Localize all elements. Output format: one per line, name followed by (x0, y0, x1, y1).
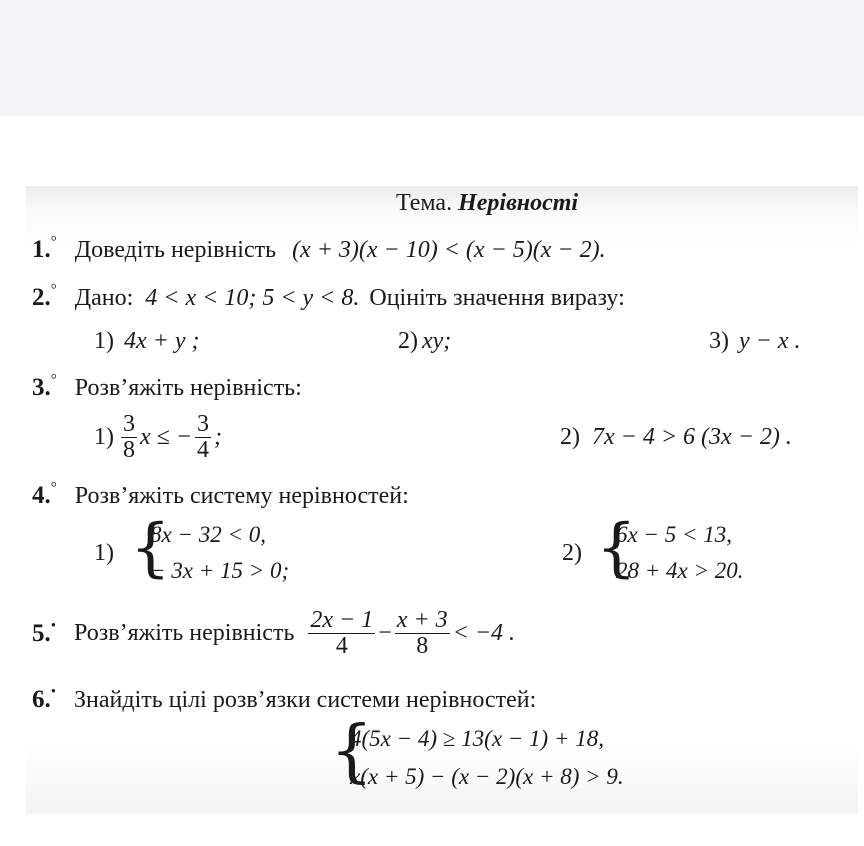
task-number: 3.° (32, 372, 57, 402)
task-1 (32, 236, 606, 264)
numerator: 2x − 1 (310, 607, 374, 633)
system-line-2: − 3x + 15 > 0; (150, 558, 290, 583)
denominator: 8 (416, 633, 429, 660)
system-line-1: 4(5x − 4) ≥ 13(x − 1) + 18, (350, 726, 604, 751)
fraction-2 (395, 608, 450, 659)
item-label: 2) (398, 328, 418, 354)
item-tail: < −4 . (452, 620, 516, 647)
fraction-1 (308, 608, 375, 659)
title-subject: Нерівності (458, 190, 579, 216)
denominator: 4 (335, 633, 348, 660)
task-number: 6.• (32, 684, 57, 714)
item-expression: 4x + y ; (124, 328, 200, 354)
task-text: Розв’яжіть нерівність (74, 620, 295, 647)
task-text-2: Оцініть значення виразу: (369, 285, 625, 312)
minus-sign: − (378, 620, 392, 647)
item-label: 3) (709, 328, 729, 354)
item-label: 1) (94, 328, 114, 354)
item-expression: 7x − 4 > 6 (3x − 2) . (592, 424, 792, 450)
item-expression: x ≤ − (140, 424, 193, 451)
t3-item-1 (94, 412, 222, 463)
system-brace: { (130, 511, 171, 585)
system-line-1: 8x − 32 < 0, (150, 522, 266, 547)
task-expression: (x + 3)(x − 10) < (x − 5)(x − 2). (292, 237, 606, 264)
numerator: 3 (197, 411, 210, 437)
worksheet (26, 186, 858, 814)
denominator: 8 (123, 437, 135, 464)
item-expression: xy; (422, 328, 452, 354)
task-text: Доведіть нерівність (74, 237, 277, 264)
item-label: 1) (94, 540, 114, 566)
item-label: 2) (562, 540, 582, 566)
task-text: Розв’яжіть нерівність: (74, 375, 302, 402)
t3-item-2 (560, 424, 792, 451)
numerator: x + 3 (396, 607, 448, 633)
item-tail: ; (214, 424, 223, 451)
t2-item-3 (709, 328, 801, 355)
denominator: 4 (197, 437, 210, 464)
task-3 (32, 374, 302, 402)
t2-item-1 (94, 328, 200, 355)
task-5 (32, 608, 515, 659)
system-brace: { (596, 511, 637, 585)
task-2 (32, 284, 625, 312)
system-brace: { (330, 712, 374, 791)
task-number: 2.° (32, 282, 57, 312)
task-4 (32, 482, 409, 510)
fraction-3-4 (195, 412, 211, 463)
page-title (396, 190, 578, 217)
task-number: 1.° (32, 234, 57, 264)
item-label: 1) (94, 424, 114, 451)
top-band (0, 0, 864, 116)
system-line-2: 28 + 4x > 20. (616, 558, 744, 583)
task-number: 5.• (32, 617, 57, 647)
task-6 (32, 686, 536, 714)
task-text: Знайдіть цілі розв’язки системи нерівностей: (74, 687, 537, 714)
item-label: 2) (560, 424, 580, 450)
task-condition: 4 < x < 10; 5 < y < 8. (145, 285, 360, 312)
task-number: 4.° (32, 480, 57, 510)
task-text: Дано: (74, 285, 134, 312)
t2-item-2 (398, 328, 451, 355)
fraction-3-8 (121, 412, 137, 463)
item-expression: y − x . (739, 328, 801, 354)
system-line-2: x(x + 5) − (x − 2)(x + 8) > 9. (350, 764, 624, 789)
system-line-1: 6x − 5 < 13, (616, 522, 732, 547)
numerator: 3 (123, 411, 135, 437)
task-text: Розв’яжіть систему нерівностей: (74, 483, 409, 510)
title-prefix: Тема. (396, 190, 453, 216)
